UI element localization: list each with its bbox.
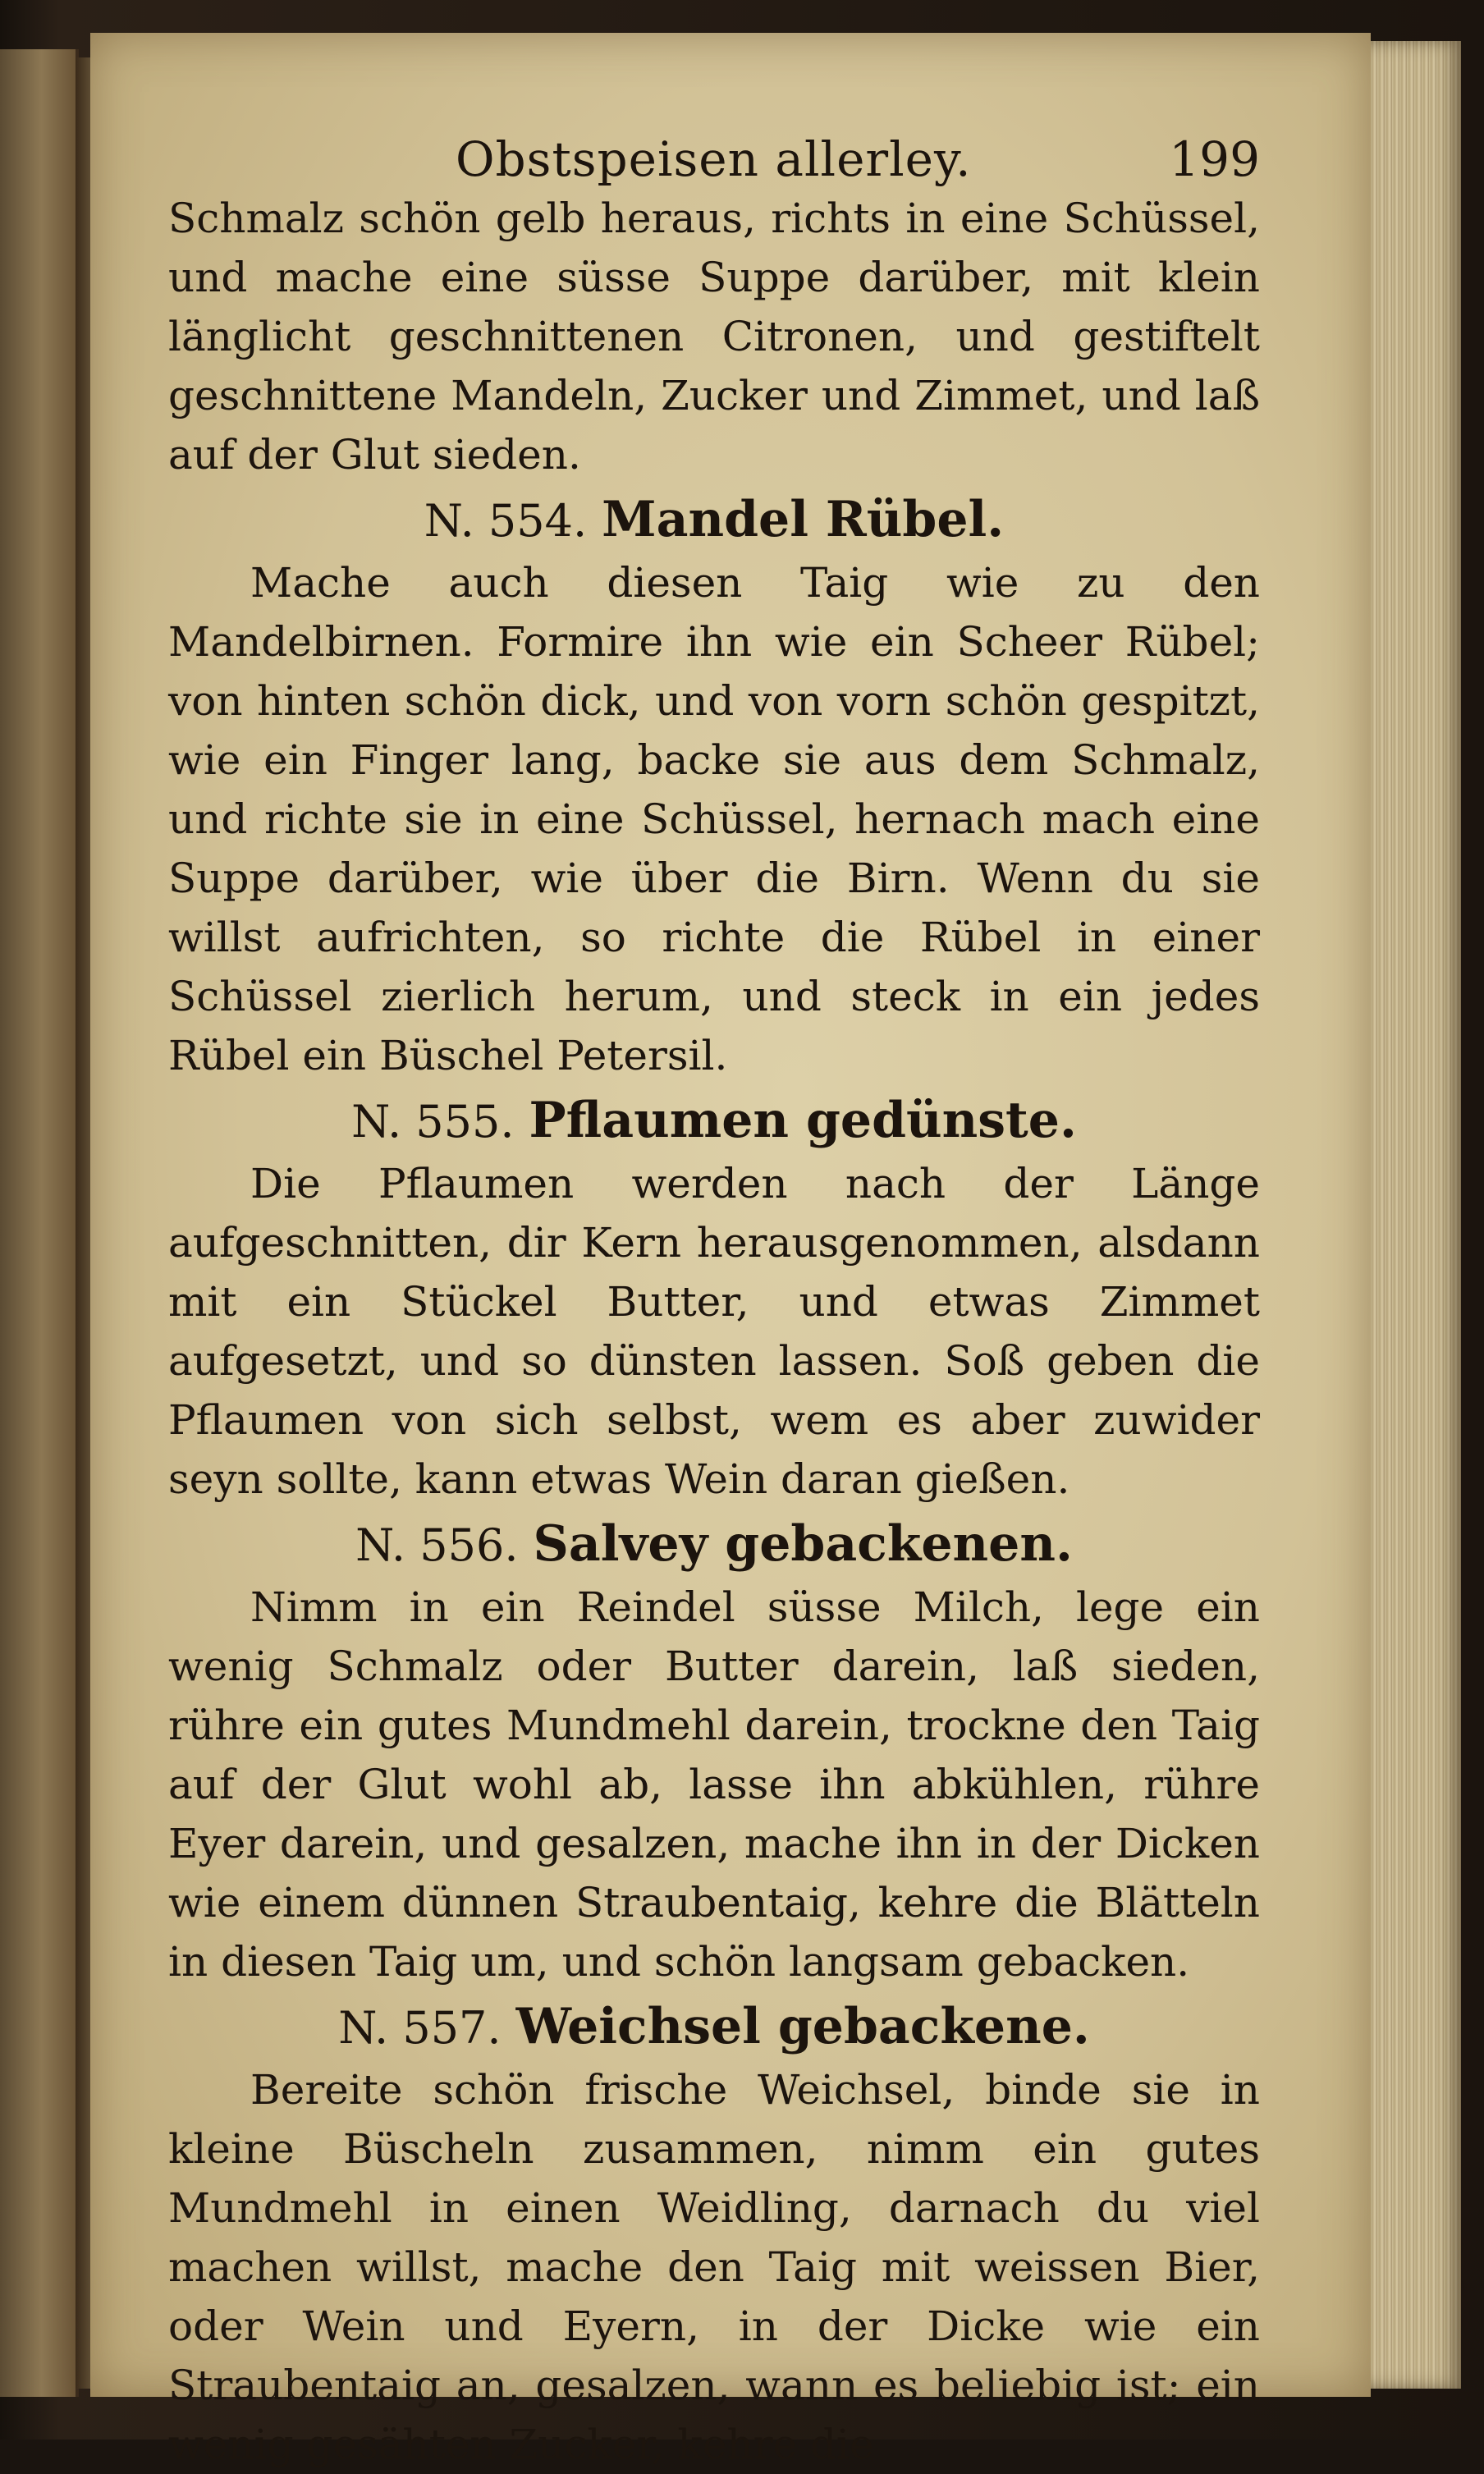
- recipe-text: Mache auch diesen Taig wie zu den Mandelbirnen. Formire ihn wie ein Scheer Rübel; von hinten schön dick, und von vorn schön gespitzt, wie ein Finger lang, backe sie aus dem Schmalz, und richte sie in eine Schüssel, hernach mach eine Suppe darüber, wie über die Birn. Wenn du sie willst aufrichten, so richte die Rübel in einer Schüssel zierlich herum, und steck in ein jedes Rübel ein Büschel Petersil.: [168, 559, 1260, 1079]
- running-head: [168, 123, 1260, 189]
- recipe-text: Die Pflaumen werden nach der Länge aufgeschnitten, dir Kern herausgenommen, alsdann mit ein Stückel Butter, und etwas Zimmet aufgesetzt, und so dünsten lassen. Soß geben die Pflaumen von sich selbst, wem es aber zuwider seyn sollte, kann etwas Wein daran gießen.: [168, 1160, 1260, 1503]
- recipe-557: [168, 1996, 1260, 2474]
- recipe-554: [168, 489, 1260, 1085]
- continuation-paragraph: Schmalz schön gelb heraus, richts in eine Schüssel, und mache eine süsse Suppe darüber, mit klein länglicht geschnittenen Citronen, und gestiftelt geschnittene Mandeln, Zucker und Zimmet, und laß auf der Glut sieden.: [168, 195, 1260, 479]
- recipe-text: Bereite schön frische Weichsel, binde sie in kleine Büscheln zusammen, nimm ein gutes Mundmehl in einen Weidling, darnach du viel machen willst, mache den Taig mit weissen Bier, oder Wein und Eyern, in der Dicke wie ein Straubentaig an, gesalzen, wann es beliebig ist; ein wenig gesähten Zucker, kehre die: [168, 2066, 1260, 2468]
- recipe-title: Pflaumen gedünste.: [529, 1092, 1077, 1149]
- recipe-number: N. 556.: [355, 1519, 519, 1571]
- recipe-text: Nimm in ein Reindel süsse Milch, lege ein wenig Schmalz oder Butter darein, laß sieden, rühre ein gutes Mundmehl darein, trockne den Taig auf der Glut wohl ab, lasse ihn abkühlen, rühre Eyer darein, und gesalzen, mache ihn in der Dicken wie einem dünnen Straubentaig, kehre die Blätteln in diesen Taig um, und schön langsam gebacken.: [168, 1583, 1260, 1986]
- recipe-heading: [168, 1514, 1260, 1576]
- recipe-556: [168, 1514, 1260, 1991]
- recipe-number: N. 555.: [351, 1096, 515, 1148]
- recipe-heading: [168, 1090, 1260, 1152]
- running-head-title: Obstspeisen allerley.: [456, 131, 972, 187]
- recipe-heading: [168, 489, 1260, 552]
- page-number: 199: [1169, 131, 1260, 187]
- recipe-number: N. 554.: [424, 495, 588, 547]
- left-page-edge: [0, 49, 79, 2397]
- recipe-555: [168, 1090, 1260, 1509]
- recipe-heading: [168, 1996, 1260, 2059]
- recipe-title: Weichsel gebackene.: [515, 1998, 1090, 2055]
- page-stack-edges: [1363, 41, 1461, 2389]
- recipe-title: Salvey gebackenen.: [533, 1515, 1073, 1573]
- recipe-title: Mandel Rübel.: [602, 491, 1005, 548]
- recipe-number: N. 557.: [338, 2002, 502, 2054]
- page-content: [168, 123, 1260, 2474]
